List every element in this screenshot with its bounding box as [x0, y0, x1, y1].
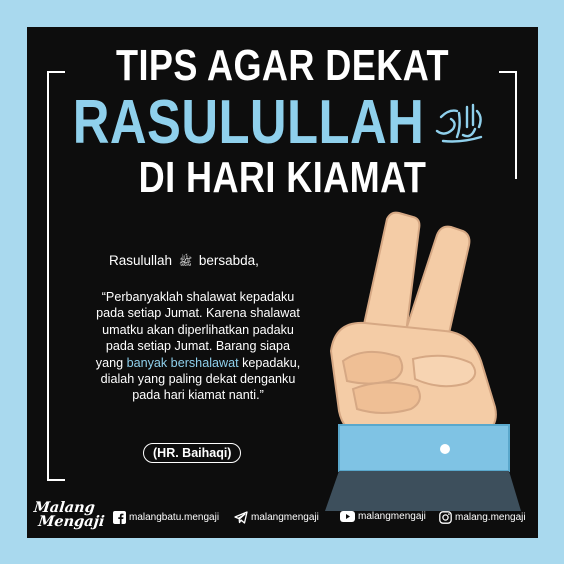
logo-line-2: Mengaji — [37, 513, 106, 530]
intro-line — [109, 253, 259, 271]
facebook-handle: malangbatu.mengaji — [129, 512, 220, 523]
instagram-handle: malang.mengaji — [455, 512, 526, 523]
hadith-source-badge: (HR. Baihaqi) — [143, 443, 241, 463]
facebook-link[interactable] — [113, 511, 219, 524]
instagram-link[interactable] — [439, 511, 526, 524]
intro-before: Rasulullah — [109, 253, 173, 268]
youtube-link[interactable] — [340, 511, 426, 522]
youtube-handle: malangmengaji — [358, 511, 426, 522]
title-line-3: DI HARI KIAMAT — [138, 153, 427, 202]
telegram-handle: malangmengaji — [251, 512, 319, 523]
frame-right-vertical — [515, 71, 517, 179]
malang-mengaji-logo — [32, 501, 107, 529]
logo-line-1: Malang — [32, 499, 96, 516]
footer — [27, 495, 538, 538]
quote-part-1: “Perbanyaklah shalawat kepadaku pada setiap Jumat. Karena shalawat umatku akan diperlihatkan padaku pada setiap Jumat. Barang siapa yang — [95, 290, 300, 370]
youtube-icon — [340, 511, 355, 522]
two-finger-hand-icon — [295, 211, 538, 511]
quote-part-2: kepadaku, dialah yang paling dekat denganku pada hari kiamat nanti.” — [100, 355, 301, 403]
telegram-link[interactable] — [234, 511, 319, 524]
frame-left-top — [47, 71, 65, 73]
facebook-icon — [113, 511, 126, 524]
poster — [27, 27, 538, 538]
title-line-1: TIPS AGAR DEKAT — [116, 41, 449, 90]
instagram-icon — [439, 511, 452, 524]
frame-right-top — [499, 71, 517, 73]
frame-left-bottom — [47, 479, 65, 481]
hadith-quote — [91, 289, 305, 404]
salawat-calligraphy-icon — [431, 97, 485, 143]
saw-honorific-icon: ﷺ — [178, 256, 193, 268]
telegram-icon — [234, 511, 248, 524]
quote-highlight: banyak bershalawat — [126, 355, 239, 370]
intro-after: bersabda, — [198, 253, 259, 268]
title-line-2: RASULULLAH — [72, 88, 425, 157]
